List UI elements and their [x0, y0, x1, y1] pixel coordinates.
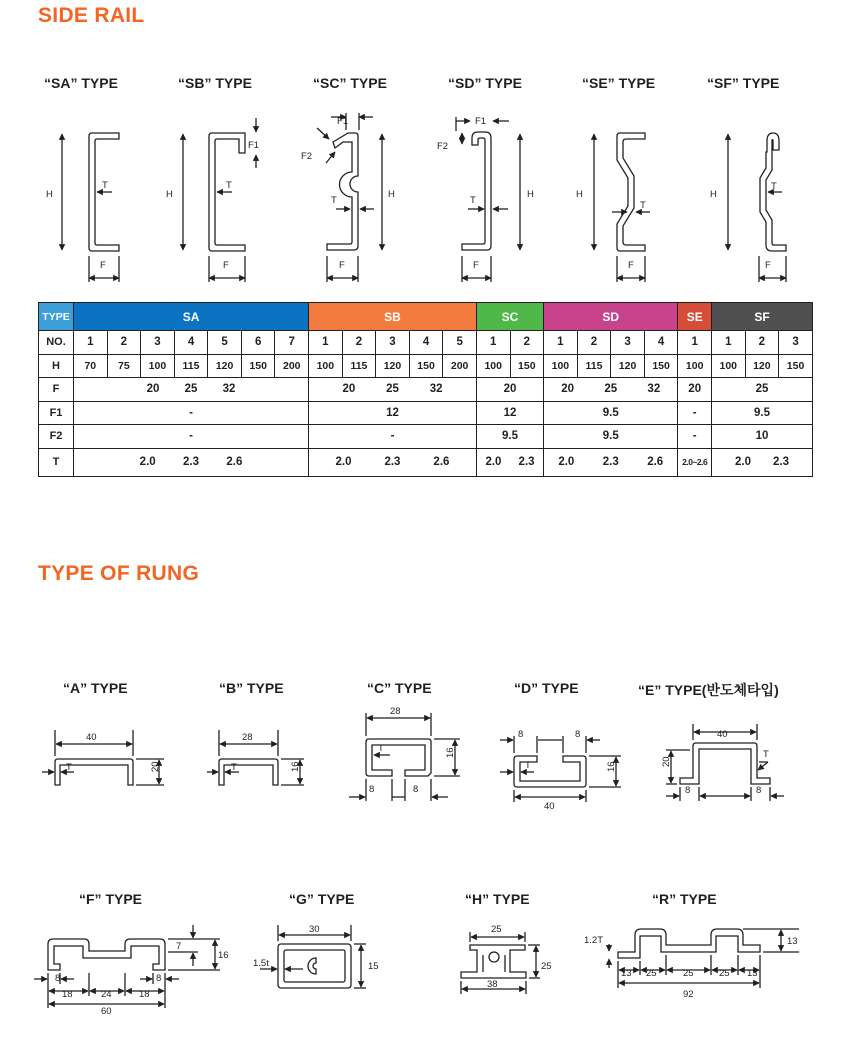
dim-label: T [66, 762, 72, 773]
table-cell [476, 448, 543, 476]
cell-value: 2.0 [335, 456, 352, 468]
group-header-sb: SB [309, 303, 477, 331]
table-cell: 200 [275, 354, 309, 378]
dim-label: 13 [621, 968, 632, 979]
table-cell: 100 [309, 354, 343, 378]
table-cell: 150 [409, 354, 443, 378]
table-cell: 7 [275, 331, 309, 355]
dim-label: 16 [445, 747, 456, 758]
se-profile [617, 133, 645, 251]
table-cell: - [678, 425, 712, 449]
dim-label: 8 [55, 973, 61, 984]
table-cell: 6 [241, 331, 275, 355]
table-cell: 9.5 [476, 425, 543, 449]
dim-f: F [100, 260, 106, 271]
table-cell: 115 [342, 354, 376, 378]
side-rail-title: SIDE RAIL [38, 4, 145, 27]
dim-f: F [765, 260, 771, 271]
dim-label: 20 [661, 756, 672, 767]
table-header-row [39, 303, 813, 331]
dim-label: 25 [719, 968, 730, 979]
cell-value: 2.3 [183, 456, 200, 468]
dim-label: 18 [139, 989, 150, 1000]
table-row-f2 [39, 425, 813, 449]
dim-label: 24 [101, 989, 112, 1000]
sc-profile [327, 133, 358, 250]
dim-label: 18 [62, 989, 73, 1000]
table-cell: 2 [107, 331, 141, 355]
dim-label: 40 [544, 801, 555, 812]
dim-label: 25 [646, 968, 657, 979]
table-cell: 150 [644, 354, 678, 378]
dim-h: H [46, 189, 53, 200]
dim-h: H [527, 189, 534, 200]
table-cell: 120 [745, 354, 779, 378]
dim-label: 7 [176, 941, 182, 952]
table-cell [711, 448, 812, 476]
dim-f1: F1 [337, 116, 349, 127]
rail-type-label: “SB” TYPE [178, 75, 252, 91]
table-cell: 12 [309, 401, 477, 425]
cell-value: 25 [184, 383, 198, 396]
cell-value: 32 [429, 383, 443, 396]
rail-type-label: “SF” TYPE [707, 75, 780, 91]
cell-value: 20 [146, 383, 160, 396]
dim-label: 8 [518, 729, 524, 740]
table-cell: 3 [141, 331, 175, 355]
table-cell [74, 448, 309, 476]
table-cell: 1 [711, 331, 745, 355]
row-label: F2 [39, 425, 74, 449]
dim-f2: F2 [437, 141, 449, 152]
dim-label: 13 [787, 936, 798, 947]
cell-value: 25 [604, 383, 618, 396]
cell-value: 2.6 [433, 456, 450, 468]
dim-label: 8 [369, 784, 375, 795]
table-cell: 70 [74, 354, 108, 378]
cell-value: 2.3 [602, 456, 619, 468]
table-cell: 115 [577, 354, 611, 378]
rail-type-label: “SC” TYPE [313, 75, 387, 91]
dim-f: F [339, 260, 345, 271]
table-cell: - [74, 425, 309, 449]
dim-f: F [223, 260, 229, 271]
table-cell: 10 [711, 425, 812, 449]
cell-value: 32 [222, 383, 236, 396]
dim-label: 16 [606, 761, 617, 772]
dim-label: 20 [150, 761, 161, 772]
cell-value: 2.0 [734, 456, 751, 468]
table-cell: 1 [678, 331, 712, 355]
dim-label: 8 [413, 784, 419, 795]
table-cell: 115 [174, 354, 208, 378]
rung-type-label: “R” TYPE [652, 891, 717, 907]
dim-t: T [640, 200, 646, 211]
table-cell: 2 [510, 331, 544, 355]
table-cell: 100 [711, 354, 745, 378]
cell-value: 25 [386, 383, 399, 396]
table-cell: - [74, 401, 309, 425]
table-cell: 9.5 [544, 401, 678, 425]
dim-h: H [166, 189, 173, 200]
table-cell: 2 [577, 331, 611, 355]
cell-value: 2.3 [384, 456, 401, 468]
rung-title: TYPE OF RUNG [38, 562, 200, 585]
cell-value: 20 [342, 383, 356, 396]
table-cell [544, 448, 678, 476]
table-cell: 25 [711, 378, 812, 402]
table-cell: 1 [74, 331, 108, 355]
cell-value: 2.0 [558, 456, 575, 468]
dim-label: 8 [756, 785, 762, 796]
table-cell: 75 [107, 354, 141, 378]
dim-label: 25 [683, 968, 694, 979]
rung-type-label: “C” TYPE [367, 680, 432, 696]
group-header-se: SE [678, 303, 712, 331]
dim-label: 28 [242, 732, 253, 743]
table-cell: - [678, 401, 712, 425]
cell-value: 2.3 [518, 456, 535, 468]
dim-label: 40 [86, 732, 97, 743]
cell-value: 20 [561, 383, 575, 396]
dim-label: 92 [683, 989, 694, 1000]
cell-value: 2.0 [139, 456, 156, 468]
table-cell: 120 [611, 354, 645, 378]
dim-label: 25 [541, 961, 552, 972]
dim-t: T [470, 195, 476, 206]
dim-label: 30 [309, 924, 320, 935]
dim-h: H [388, 189, 395, 200]
table-cell: 2 [342, 331, 376, 355]
dim-label: T [763, 749, 769, 760]
table-cell: 100 [678, 354, 712, 378]
table-cell: 3 [779, 331, 813, 355]
table-cell: 1 [544, 331, 578, 355]
dim-label: 40 [717, 729, 728, 740]
table-cell: 12 [476, 401, 543, 425]
dim-f: F [473, 260, 479, 271]
rung-type-label: “D” TYPE [514, 680, 579, 696]
dim-label: 8 [575, 729, 581, 740]
table-cell: 2 [745, 331, 779, 355]
table-cell [74, 378, 309, 402]
type-header: TYPE [39, 303, 74, 331]
dim-t: T [226, 180, 232, 191]
dim-label: T [378, 743, 384, 754]
rung-e-profile [680, 743, 770, 784]
table-cell: 3 [376, 331, 410, 355]
dim-f1: F1 [475, 116, 487, 127]
rung-type-label: “E” TYPE(반도체타입) [638, 682, 779, 698]
cell-value: 2.3 [772, 456, 789, 468]
table-cell: 5 [443, 331, 477, 355]
side-rail-diagrams [0, 105, 850, 285]
dim-label: 16 [290, 761, 301, 772]
rung-type-label: “F” TYPE [79, 891, 143, 907]
table-cell: 4 [174, 331, 208, 355]
rung-type-label: “G” TYPE [289, 891, 355, 907]
table-row-h [39, 354, 813, 378]
row-label: NO. [39, 331, 74, 355]
rung-type-label: “A” TYPE [63, 680, 128, 696]
cell-value: 32 [647, 383, 661, 396]
dim-label: 8 [685, 785, 691, 796]
dim-f1: F1 [248, 140, 260, 151]
cell-value: 2.6 [647, 456, 664, 468]
dim-label: 16 [218, 950, 229, 961]
rung-diagrams [0, 700, 850, 1030]
table-row-t [39, 448, 813, 476]
group-header-sd: SD [544, 303, 678, 331]
table-cell: 100 [141, 354, 175, 378]
dim-label: 60 [101, 1006, 112, 1017]
cell-value: 2.0 [485, 456, 502, 468]
table-row-no [39, 331, 813, 355]
table-cell: 9.5 [711, 401, 812, 425]
row-label: T [39, 448, 74, 476]
table-row-f [39, 378, 813, 402]
table-cell: 9.5 [544, 425, 678, 449]
dim-t: T [102, 180, 108, 191]
table-cell: 4 [409, 331, 443, 355]
table-cell: - [309, 425, 477, 449]
table-cell [309, 378, 477, 402]
dim-label: 38 [487, 979, 498, 990]
rail-type-label: “SA” TYPE [44, 75, 118, 91]
table-cell: 3 [611, 331, 645, 355]
dim-label: T [231, 762, 237, 773]
table-cell: 20 [678, 378, 712, 402]
table-cell [544, 378, 678, 402]
group-header-sa: SA [74, 303, 309, 331]
dim-f: F [628, 260, 634, 271]
cell-value: 2.6 [226, 456, 243, 468]
table-cell: 1 [309, 331, 343, 355]
table-cell: 150 [510, 354, 544, 378]
table-cell: 5 [208, 331, 242, 355]
rung-c-profile [366, 739, 431, 776]
row-label: F1 [39, 401, 74, 425]
row-label: F [39, 378, 74, 402]
table-cell: 120 [376, 354, 410, 378]
dim-label: 28 [390, 706, 401, 717]
side-rail-spec-table [38, 302, 813, 477]
dim-label: 8 [156, 973, 162, 984]
group-header-sc: SC [476, 303, 543, 331]
dim-label: 13 [747, 968, 758, 979]
dim-t: T [771, 181, 777, 192]
rung-f-profile [48, 939, 165, 970]
dim-label: 15 [368, 961, 379, 972]
rail-type-label: “SD” TYPE [448, 75, 522, 91]
table-cell: 150 [241, 354, 275, 378]
table-cell [309, 448, 477, 476]
table-cell: 200 [443, 354, 477, 378]
table-cell: 100 [476, 354, 510, 378]
table-row-f1 [39, 401, 813, 425]
dim-t: T [331, 195, 337, 206]
row-label: H [39, 354, 74, 378]
group-header-sf: SF [711, 303, 812, 331]
dim-h: H [576, 189, 583, 200]
dim-label: 25 [491, 924, 502, 935]
rung-type-label: “B” TYPE [219, 680, 284, 696]
rung-type-label: “H” TYPE [465, 891, 530, 907]
sd-profile [462, 132, 491, 250]
table-cell: 4 [644, 331, 678, 355]
rail-type-label: “SE” TYPE [582, 75, 656, 91]
dim-label: 1.5t [253, 958, 269, 969]
rung-r-profile [618, 929, 760, 958]
dim-label: T [525, 760, 531, 771]
table-cell: 2.0~2.6 [678, 448, 712, 476]
dim-f2: F2 [301, 151, 313, 162]
dim-h: H [710, 189, 717, 200]
table-cell: 120 [208, 354, 242, 378]
table-cell: 20 [476, 378, 543, 402]
table-cell: 150 [779, 354, 813, 378]
dim-label: 1.2T [584, 935, 604, 946]
table-cell: 1 [476, 331, 510, 355]
table-cell: 100 [544, 354, 578, 378]
